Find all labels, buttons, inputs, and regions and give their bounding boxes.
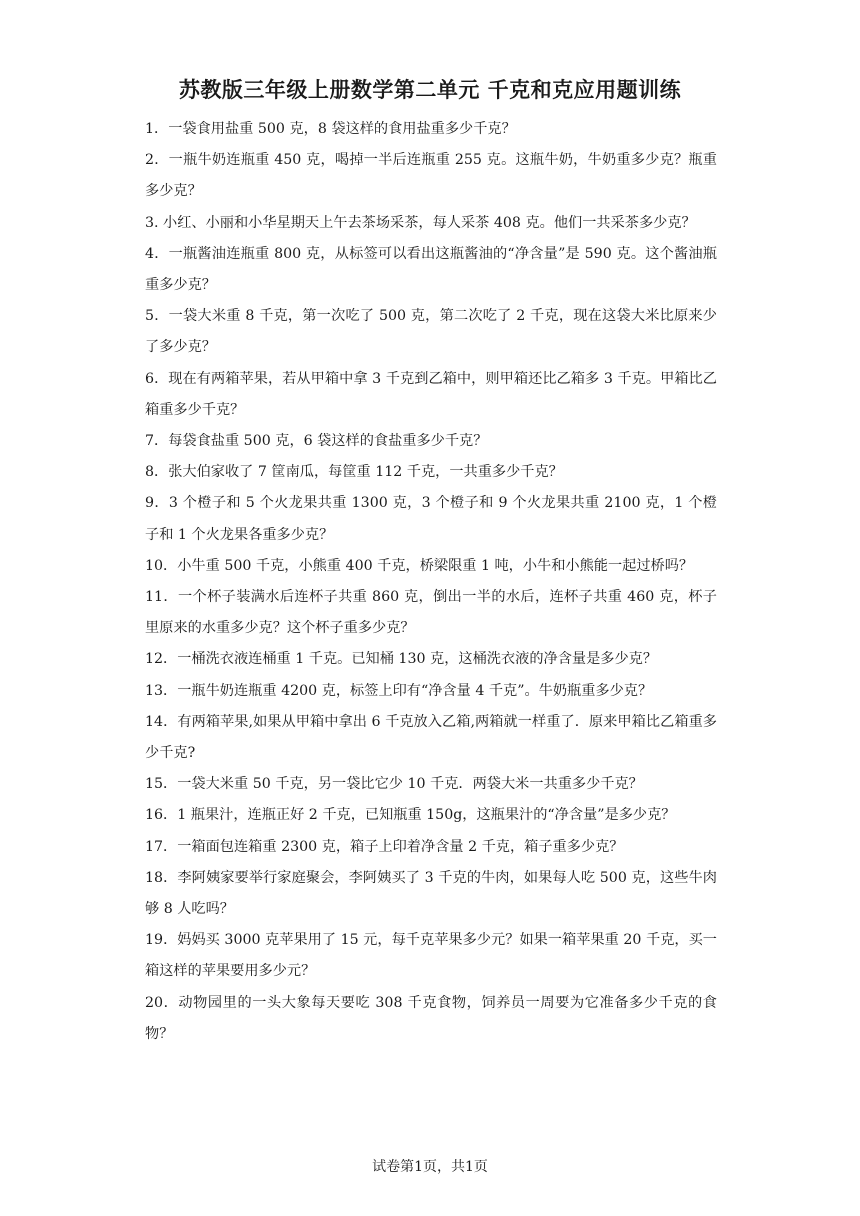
question-item: 13．一瓶牛奶连瓶重 4200 克，标签上印有“净含量 4 千克”。牛奶瓶重多少克？ <box>145 682 653 699</box>
question-list <box>145 114 717 1050</box>
question-item: 18．李阿姨家要举行家庭聚会，李阿姨买了 3 千克的牛肉，如果每人吃 500 克，这些牛肉够 8 人吃吗？ <box>145 869 717 918</box>
question-item: 17．一箱面包连箱重 2300 克，箱子上印着净含量 2 千克，箱子重多少克？ <box>145 838 624 855</box>
question-item: 7．每袋食盐重 500 克，6 袋这样的食盐重多少千克？ <box>145 433 488 450</box>
question-item: 2．一瓶牛奶连瓶重 450 克，喝掉一半后连瓶重 255 克。这瓶牛奶，牛奶重多少克？瓶重多少克？ <box>145 152 717 200</box>
question-item: 19．妈妈买 3000 克苹果用了 15 元，每千克苹果多少元？如果一箱苹果重 20 千克，买一箱这样的苹果要用多少元？ <box>145 932 717 980</box>
question-item: 11．一个杯子装满水后连杯子共重 860 克，倒出一半的水后，连杯子共重 460 克，杯子里原来的水重多少克？这个杯子重多少克？ <box>145 589 717 637</box>
question-item: 14．有两箱苹果,如果从甲箱中拿出 6 千克放入乙箱,两箱就一样重了．原来甲箱比乙箱重多少千克? <box>145 713 717 762</box>
question-item: 9．3 个橙子和 5 个火龙果共重 1300 克，3 个橙子和 9 个火龙果共重 2100 克，1 个橙子和 1 个火龙果各重多少克？ <box>145 495 717 543</box>
question-item: 10．小牛重 500 千克，小熊重 400 千克，桥梁限重 1 吨，小牛和小熊能一起过桥吗？ <box>145 557 694 574</box>
question-item: 6．现在有两箱苹果，若从甲箱中拿 3 千克到乙箱中，则甲箱还比乙箱多 3 千克。甲箱比乙箱重多少千克？ <box>145 370 717 418</box>
page-footer: 试卷第1页，共1页 <box>372 1159 488 1175</box>
question-item: 4．一瓶酱油连瓶重 800 克，从标签可以看出这瓶酱油的“净含量”是 590 克。这个酱油瓶重多少克？ <box>145 245 717 294</box>
question-item: 16．1 瓶果汁，连瓶正好 2 千克，已知瓶重 150g，这瓶果汁的“净含量”是多少克？ <box>145 807 676 824</box>
question-item: 15．一袋大米重 50 千克，另一袋比它少 10 千克．两袋大米一共重多少千克？ <box>145 776 643 793</box>
question-item: 3. 小红、小丽和小华星期天上午去茶场采茶，每人采茶 408 克。他们一共采茶多少克？ <box>145 214 696 231</box>
question-item: 12．一桶洗衣液连桶重 1 千克。已知桶 130 克，这桶洗衣液的净含量是多少克？ <box>145 651 658 668</box>
question-item: 20．动物园里的一头大象每天要吃 308 千克食物，饲养员一周要为它准备多少千克的食物？ <box>145 994 717 1042</box>
question-item: 5．一袋大米重 8 千克，第一次吃了 500 克，第二次吃了 2 千克，现在这袋大米比原来少了多少克？ <box>145 308 717 356</box>
document-title: 苏教版三年级上册数学第二单元 千克和克应用题训练 <box>178 78 682 102</box>
question-item: 8．张大伯家收了 7 筐南瓜，每筐重 112 千克，一共重多少千克？ <box>145 464 563 481</box>
question-item: 1．一袋食用盐重 500 克，8 袋这样的食用盐重多少千克？ <box>145 121 516 137</box>
